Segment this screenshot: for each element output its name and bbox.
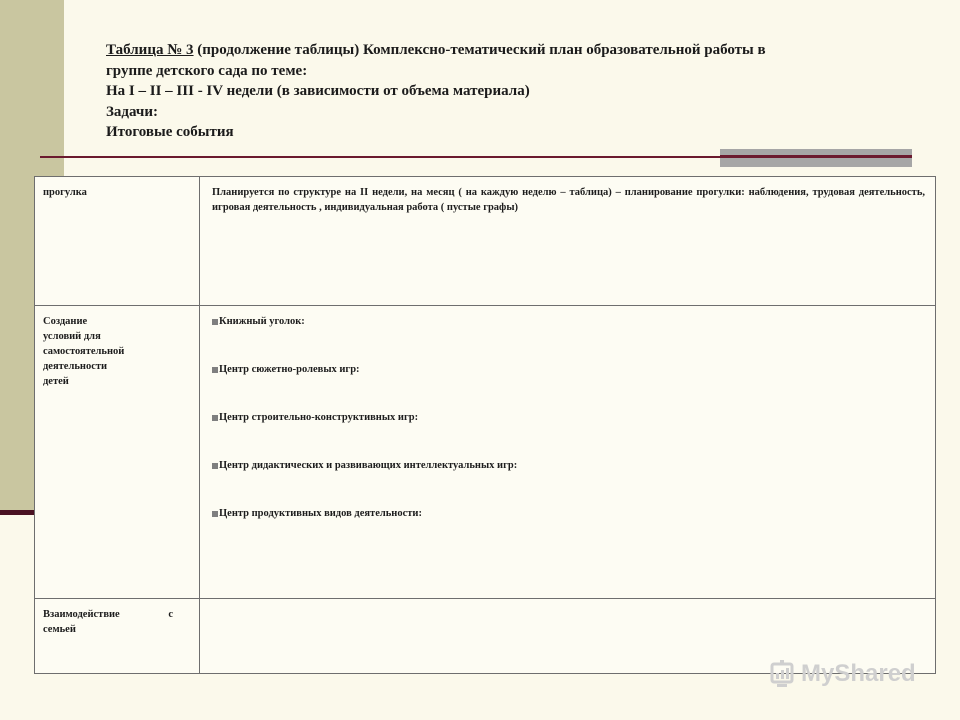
row-content-walk: Планируется по структуре на II недели, на месяц ( на каждую неделю – таблица) – планирование прогулки: наблюдения, трудовая деятельность, игровая деятельность , индивидуальная работа ( пустые графы) [200,177,936,306]
label-second-line: семьей [43,624,76,635]
label-line: условий для [43,331,101,342]
square-bullet-icon [212,319,218,325]
label-word: с [168,609,173,620]
row-label-conditions [35,306,200,599]
center-productive: Центр продуктивных видов деятельности: [219,508,422,519]
square-bullet-icon [212,367,218,373]
table-number: Таблица № 3 [106,42,194,58]
label-line: Создание [43,316,88,327]
heading-line-2: группе детского сада по теме: [106,62,308,79]
page-heading [106,40,896,143]
row-label-family [35,599,200,674]
square-bullet-icon [212,463,218,469]
row-content-centers [200,306,936,599]
list-item [212,506,925,521]
list-item [212,314,925,329]
label-first-line [43,607,173,622]
center-didactic: Центр дидактических и развивающих интеллектуальных игр: [219,460,518,471]
row-label-walk: прогулка [35,177,200,306]
myshared-watermark [768,657,916,691]
plan-table [34,176,936,674]
heading-line-3: На I – II – III - IV недели (в зависимости от объема материала) [106,83,530,99]
watermark-text: MyShared [801,660,916,687]
heading-line-1-rest: (продолжение таблицы) Комплексно-тематический план образовательной работы в [193,42,766,58]
table-row [35,177,936,306]
square-bullet-icon [212,415,218,421]
header-divider [40,156,912,158]
center-book-corner: Книжный уголок: [219,316,305,327]
heading-line-1 [106,40,896,61]
center-role-play: Центр сюжетно-ролевых игр: [219,364,360,375]
square-bullet-icon [212,511,218,517]
table-row [35,306,936,599]
label-line: самостоятельной [43,346,125,357]
heading-line-4: Задачи: [106,103,159,120]
label-line: детей [43,376,69,387]
list-item [212,458,925,473]
list-item [212,410,925,425]
center-construction: Центр строительно-конструктивных игр: [219,412,419,423]
gray-accent-bar [720,149,912,167]
heading-line-5: Итоговые события [106,124,234,140]
list-item [212,362,925,377]
myshared-logo-icon [768,659,796,689]
label-word: Взаимодействие [43,609,120,620]
label-line: деятельности [43,361,108,372]
